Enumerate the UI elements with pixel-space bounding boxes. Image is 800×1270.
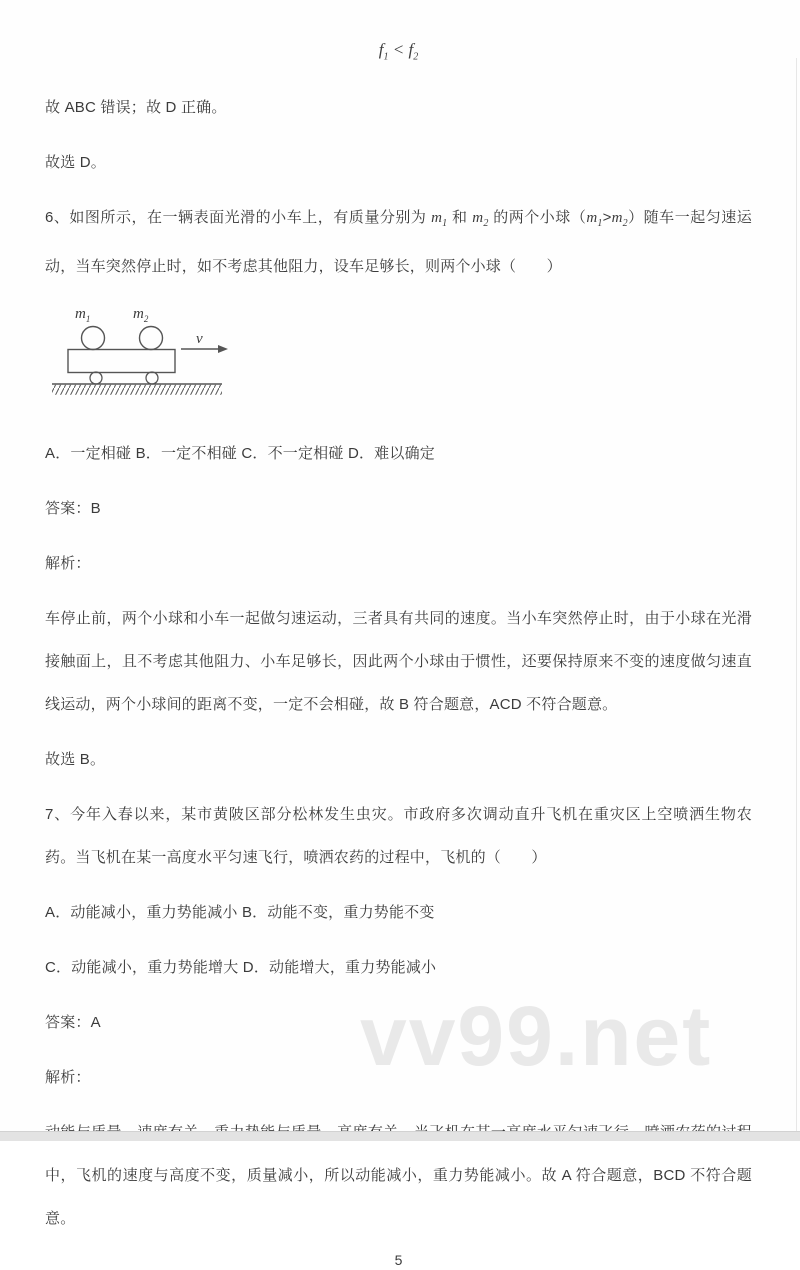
figure-label-m1: $m_1$ <box>75 306 91 325</box>
q6-stem-part1: 6、如图所示，在一辆表面光滑的小车上，有质量分别为 <box>45 209 432 227</box>
formula-var-f1: f <box>378 40 384 59</box>
question6-figure <box>39 298 752 410</box>
formula-sub-1: 1 <box>383 51 389 63</box>
figure-label-m2: $m_2$ <box>133 306 149 325</box>
q6-stem-part2: 和 <box>447 209 473 227</box>
q6-m1b-sub: 1 <box>597 218 603 230</box>
q6-m2-letter: m <box>472 210 484 227</box>
formula-f1-lt-f2 <box>45 40 752 62</box>
question7-answer: 答案：A <box>45 1014 101 1032</box>
formula-var-f2: f <box>408 40 414 59</box>
q6-mass-m2b <box>611 210 628 230</box>
ball-m1 <box>82 327 105 350</box>
velocity-arrow-head <box>218 345 228 353</box>
question6-stem <box>45 196 752 288</box>
question6-analysis-label: 解析： <box>45 555 91 573</box>
page-edge-divider <box>796 58 797 1132</box>
cart-wheel-left <box>90 372 102 384</box>
formula-sub-2: 2 <box>413 51 419 63</box>
ball-m2 <box>140 327 163 350</box>
question6-choice: 故选 B。 <box>45 751 106 769</box>
question6-options: A．一定相碰 B．一定不相碰 C．不一定相碰 D．难以确定 <box>45 445 435 463</box>
q6-m2b-sub: 2 <box>622 218 628 230</box>
question7-analysis: 中，飞机的速度与高度不变，质量减小，所以动能减小，重力势能减小。故 A 符合题意，BCD 不符合题意。 <box>45 1167 752 1228</box>
q6-mass-m1b <box>586 210 603 230</box>
prev-answer-judgement: 故 ABC 错误；故 D 正确。 <box>45 99 227 117</box>
formula-operator: < <box>388 40 409 59</box>
prev-answer-choice: 故选 D。 <box>45 154 107 172</box>
question7-stem: 7、今年入春以来，某市黄陂区部分松林发生虫灾。市政府多次调动直升飞机在重灾区上空喷洒生物农药。当飞机在某一高度水平匀速飞行，喷洒农药的过程中，飞机的（ ） <box>45 806 752 867</box>
question7-options-ab: A．动能减小，重力势能减小 B．动能不变，重力势能不变 <box>45 904 435 922</box>
question7-analysis-label: 解析： <box>45 1069 91 1087</box>
figure-label-v: v <box>196 331 203 348</box>
question6-analysis: 车停止前，两个小球和小车一起做匀速运动，三者具有共同的速度。当小车突然停止时，由于小球在光滑接触面上，且不考虑其他阻力、小车足够长，因此两个小球由于惯性，还要保持原来不变的速度做匀速直线运动，两个小球间的距离不变，一定不会相碰，故 B 符合题意，ACD 不符合题意。 <box>45 610 752 714</box>
cart-body <box>68 350 175 373</box>
q6-stem-part4: ）随车一起匀速运动，当车突然停止时，如不考虑其他阻力，设车足够长，则两个小球（ ） <box>45 209 752 276</box>
q6-m2-sub: 2 <box>483 218 489 230</box>
ground-hatching <box>52 385 222 395</box>
cart-diagram <box>39 298 279 410</box>
q6-m1-sub: 1 <box>442 218 448 230</box>
watermark: vv99.net <box>360 989 713 1083</box>
question7-options-cd: C．动能减小，重力势能增大 D．动能增大，重力势能减小 <box>45 959 437 977</box>
viewer-bottom-bar <box>0 1131 800 1141</box>
q6-gt-sign: > <box>602 209 612 227</box>
q6-m1b-letter: m <box>586 210 598 227</box>
q6-mass-m1 <box>431 210 448 230</box>
q6-stem-part3: 的两个小球（ <box>488 209 587 227</box>
question6-answer: 答案：B <box>45 500 101 518</box>
q6-mass-m2 <box>472 210 489 230</box>
q6-m1-letter: m <box>431 210 443 227</box>
q6-m2b-letter: m <box>611 210 623 227</box>
page-number: 5 <box>394 1252 403 1269</box>
cart-wheel-right <box>146 372 158 384</box>
